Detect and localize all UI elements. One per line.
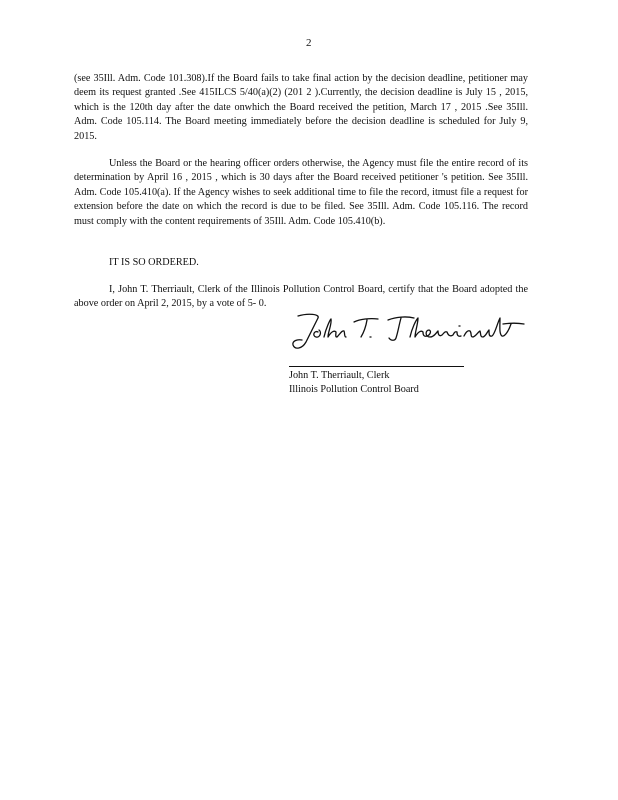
clerk-organization: Illinois Pollution Control Board — [289, 383, 419, 395]
paragraph-so-ordered: IT IS SO ORDERED. — [109, 257, 199, 268]
clerk-name-title: John T. Therriault, Clerk — [289, 370, 390, 381]
paragraph-clerk-certification: I, John T. Therriault, Clerk of the Illinois Pollution Control Board, certify that the Board adopted the above order on April 2, 2015, by a vote of 5- 0. — [74, 284, 528, 310]
page-number: 2 — [306, 37, 312, 49]
signature-line — [289, 366, 464, 367]
paragraph-record-filing: Unless the Board or the hearing officer orders otherwise, the Agency must file the entire record of its determination by April 16 , 2015 , which is 30 days after the Board received petitioner 's petition. See 35Ill. Adm. Code 105.410(a). If the Agency wishes to seek additional time to file the record, itmust file a request for extension before the date on which the record is due to be filed. See 35Ill. Adm. Code 105.116. The record must comply with the content requirements of 35Ill. Adm. Code 105.410(b). — [74, 158, 528, 227]
paragraph-decision-deadline: (see 35Ill. Adm. Code 101.308).If the Board fails to take final action by the decision deadline, petitioner may deem its request granted .See 415ILCS 5/40(a)(2) (201 2 ).Currently, the decision deadline is July 15 , 2015, which is the 120th day after the date onwhich the Board received the petition, March 17 , 2015 .See 35Ill. Adm. Code 105.114. The Board meeting immediately before the decision deadline is scheduled for July 9, 2015. — [74, 73, 528, 142]
handwritten-signature — [288, 310, 528, 356]
signature-block — [289, 369, 419, 397]
